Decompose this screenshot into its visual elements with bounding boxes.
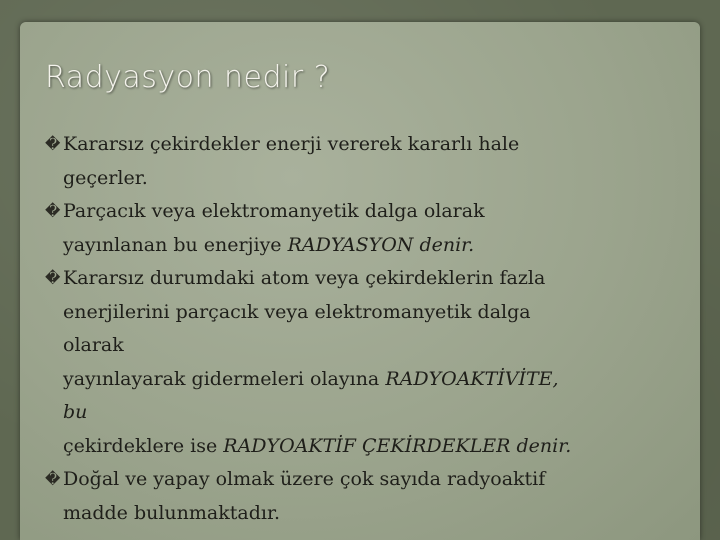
bullet-icon: � [45,470,61,488]
item-text: çekirdeklere ise [63,434,224,457]
item-text: madde bulunmaktadır. [63,501,280,524]
bullet-list [45,128,685,530]
slide-title: Radyasyon nedir ? [45,60,331,95]
list-item [45,195,685,262]
bullet-icon: � [45,202,61,220]
list-item [45,128,685,195]
item-text: Doğal ve yapay olmak üzere çok sayıda radyoaktif [63,468,546,490]
list-item [45,262,685,463]
emphasis-text: bu [63,401,88,423]
item-text: olarak [63,334,124,356]
item-text: yayınlayarak gidermeleri olayına [63,367,386,390]
emphasis-text: RADYOAKTİF ÇEKİRDEKLER denir. [223,434,572,457]
emphasis-text: RADYOAKTİVİTE, [385,367,559,390]
item-text: geçerler. [63,166,148,189]
list-item [45,463,685,530]
item-text: Parçacık veya elektromanyetik dalga olarak [63,200,485,222]
item-text: Kararsız durumdaki atom veya çekirdeklerin fazla [63,267,546,289]
bullet-icon: � [45,269,61,287]
item-text: yayınlanan bu enerjiye [63,233,288,256]
item-text: Kararsız çekirdekler enerji vererek kararlı hale [63,133,520,155]
item-text: enerjilerini parçacık veya elektromanyetik dalga [63,300,531,323]
bullet-icon: � [45,135,61,153]
emphasis-text: RADYASYON denir. [287,233,475,256]
